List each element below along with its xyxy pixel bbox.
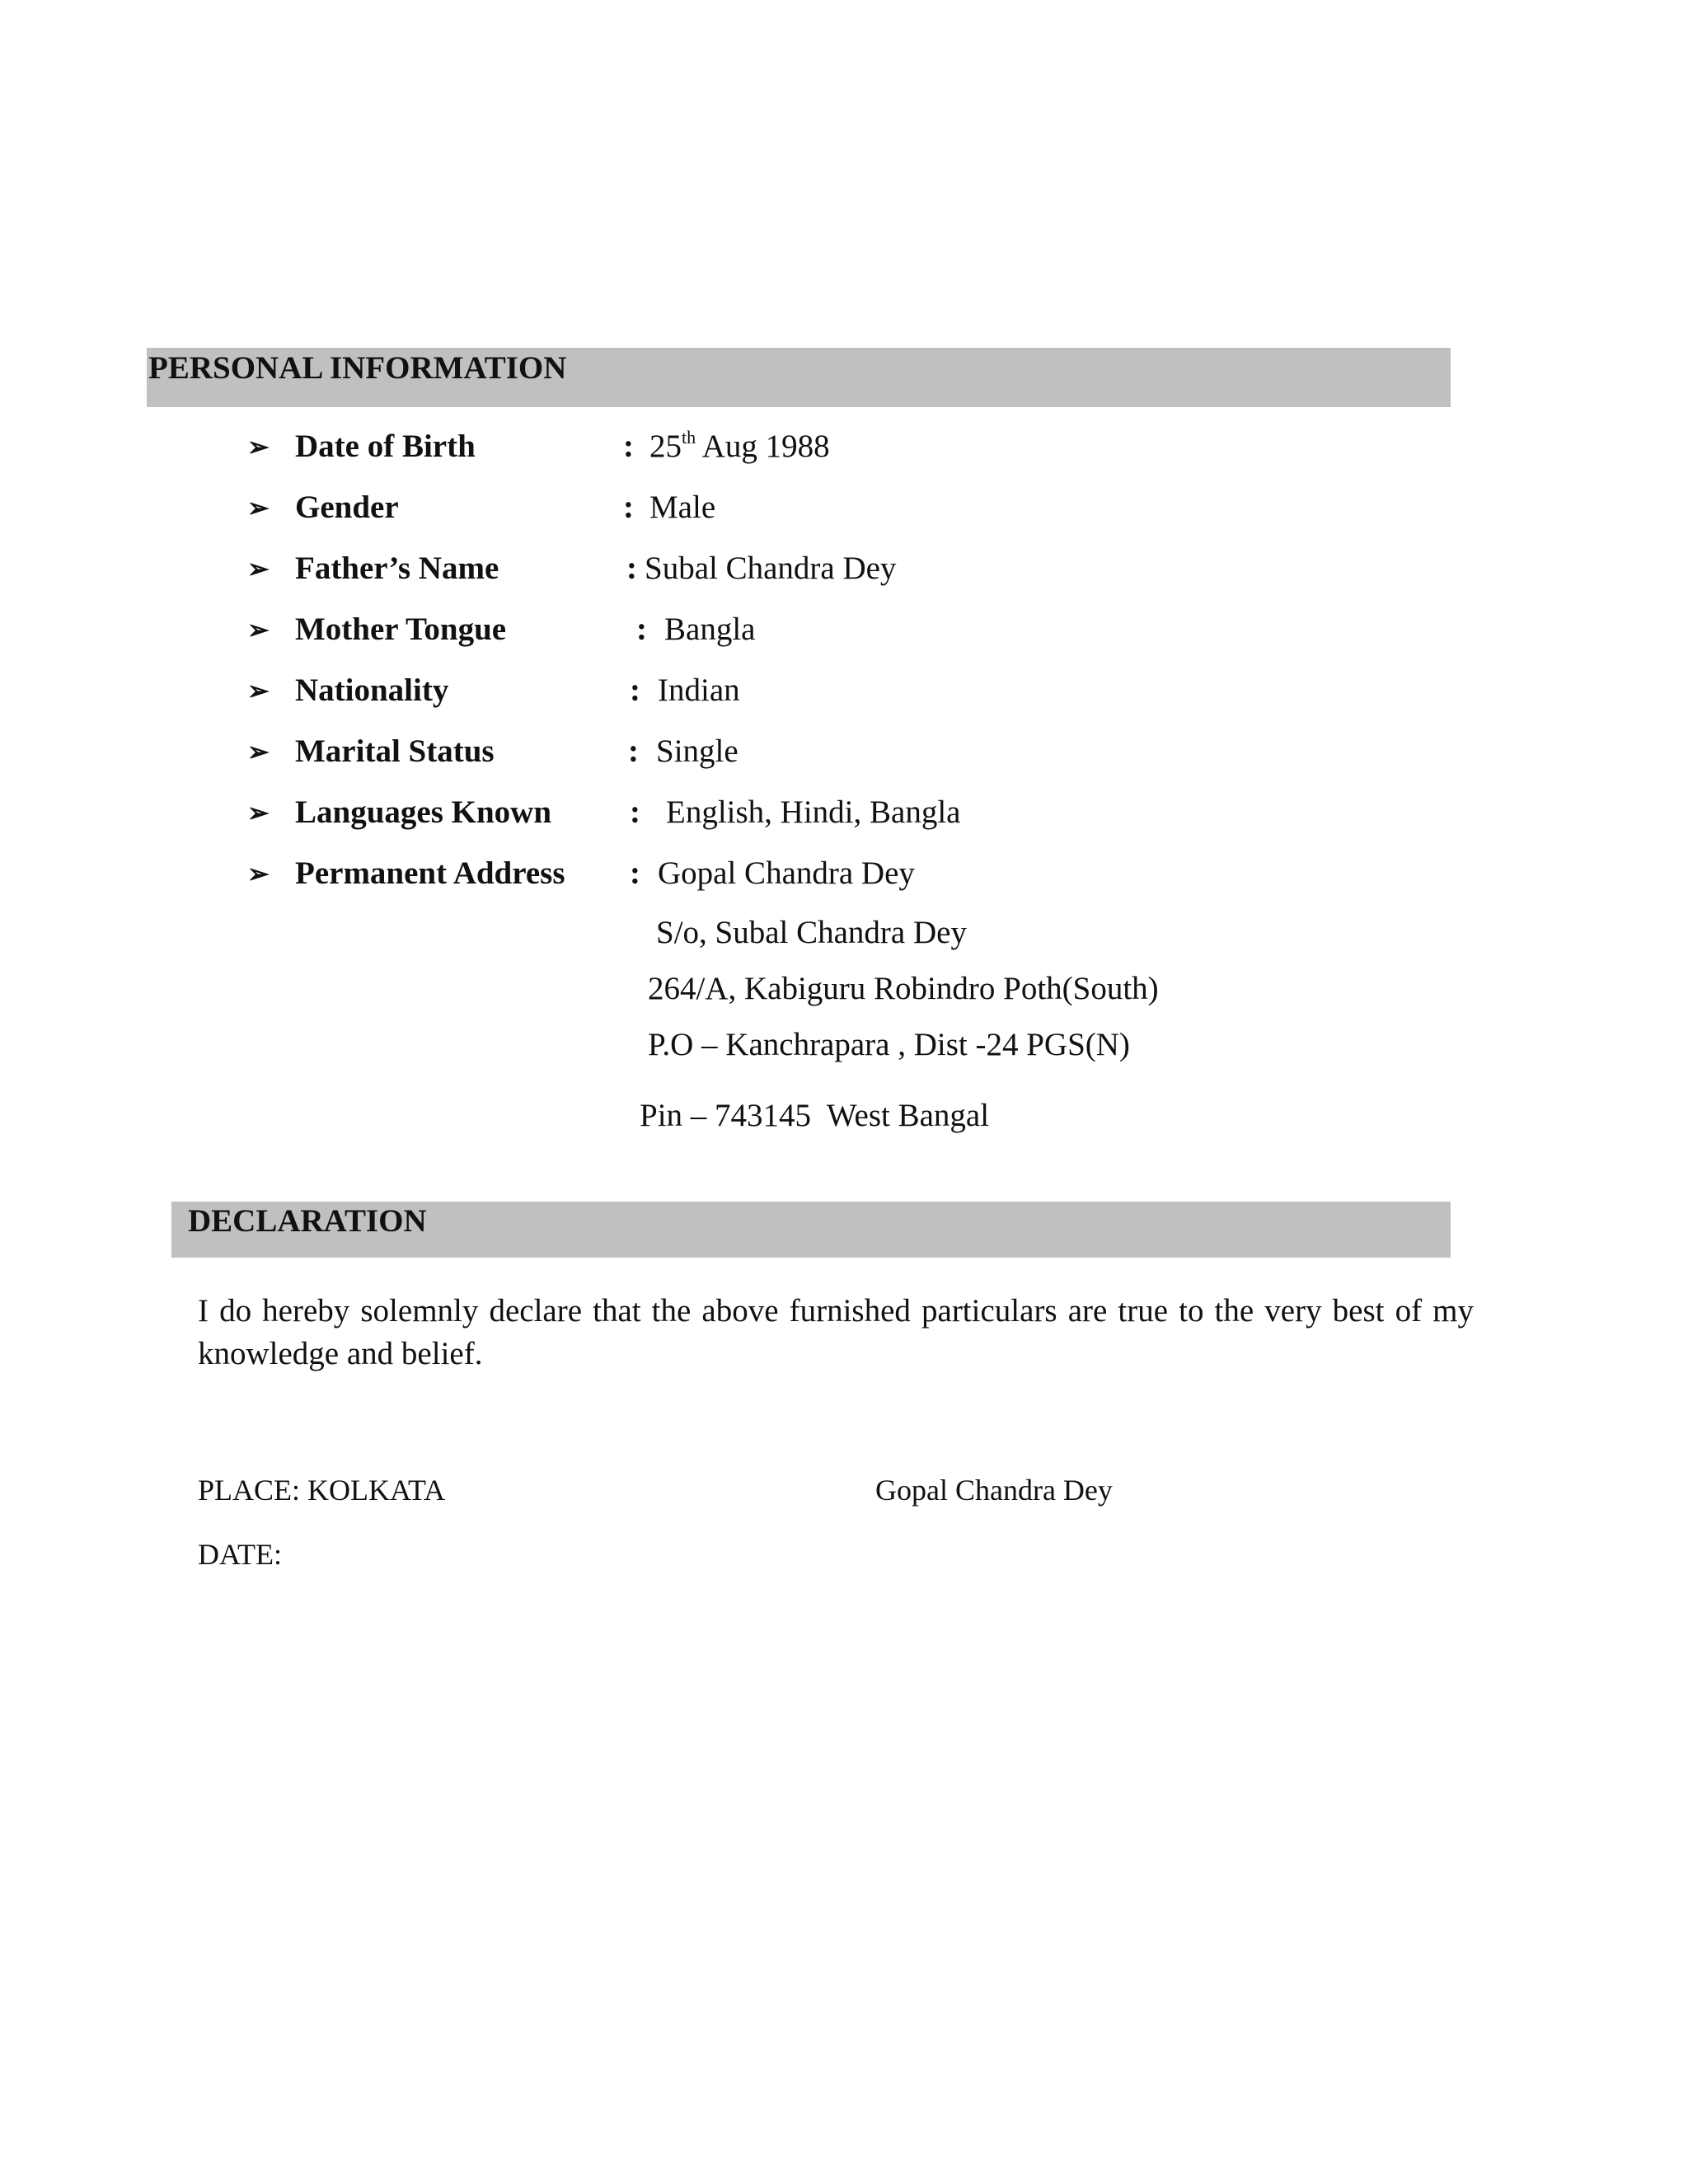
field-row-marital-status: [0, 735, 1688, 785]
arrow-bullet-icon: ➢: [247, 554, 270, 583]
field-label: Marital Status: [295, 733, 495, 769]
arrow-bullet-icon: ➢: [247, 798, 270, 827]
arrow-bullet-icon: ➢: [247, 432, 270, 462]
address-line: S/o, Subal Chandra Dey: [656, 915, 967, 950]
field-row-gender: [0, 491, 1688, 541]
address-line: Pin – 743145 West Bangal: [640, 1098, 990, 1133]
address-line: P.O – Kanchrapara , Dist -24 PGS(N): [648, 1027, 1130, 1062]
field-label: Permanent Address: [295, 855, 565, 891]
field-label: Gender: [295, 490, 399, 525]
field-row-fathers-name: [0, 552, 1688, 602]
field-colon: :: [628, 733, 639, 769]
declaration-heading: [171, 1202, 1451, 1258]
field-row-nationality: [0, 674, 1688, 724]
field-label: Nationality: [295, 673, 449, 708]
signature-name: Gopal Chandra Dey: [875, 1474, 1113, 1507]
personal-information-title: PERSONAL INFORMATION: [148, 350, 567, 386]
personal-information-heading: [147, 348, 1451, 407]
field-label: Mother Tongue: [295, 612, 507, 647]
dob-day: 25: [649, 429, 682, 464]
field-row-date-of-birth: [0, 427, 1688, 480]
date-label: DATE:: [198, 1538, 282, 1571]
arrow-bullet-icon: ➢: [247, 859, 270, 888]
field-value: Gopal Chandra Dey: [658, 855, 915, 891]
field-label: Father’s Name: [295, 551, 499, 586]
field-value: Bangla: [664, 612, 756, 647]
field-value: Single: [656, 733, 738, 769]
field-label: Languages Known: [295, 794, 552, 830]
field-colon: :: [630, 673, 640, 708]
field-row-permanent-address: [0, 857, 1688, 907]
field-row-languages-known: [0, 796, 1688, 846]
dob-day-suffix: th: [682, 427, 696, 448]
field-colon: :: [623, 490, 634, 525]
field-row-mother-tongue: [0, 613, 1688, 663]
field-value: Subal Chandra Dey: [645, 551, 897, 586]
field-colon: :: [630, 855, 640, 891]
arrow-bullet-icon: ➢: [247, 493, 270, 523]
field-value: English, Hindi, Bangla: [666, 794, 961, 830]
dob-month-year: Aug 1988: [696, 429, 830, 464]
field-colon: :: [636, 612, 647, 647]
field-label: Date of Birth: [295, 429, 476, 464]
place-label: PLACE: KOLKATA: [198, 1474, 446, 1507]
field-value: Male: [649, 490, 716, 525]
arrow-bullet-icon: ➢: [247, 737, 270, 766]
declaration-text: I do hereby solemnly declare that the above furnished particulars are true to the very best of my knowledge and belief.: [198, 1293, 1474, 1371]
field-value: Indian: [658, 673, 740, 708]
field-colon: :: [623, 429, 634, 464]
field-colon: :: [630, 794, 640, 830]
field-colon: :: [626, 551, 637, 586]
declaration-title: DECLARATION: [188, 1203, 427, 1239]
address-line: 264/A, Kabiguru Robindro Poth(South): [648, 971, 1159, 1006]
field-value: [649, 427, 830, 464]
arrow-bullet-icon: ➢: [247, 676, 270, 705]
arrow-bullet-icon: ➢: [247, 615, 270, 644]
